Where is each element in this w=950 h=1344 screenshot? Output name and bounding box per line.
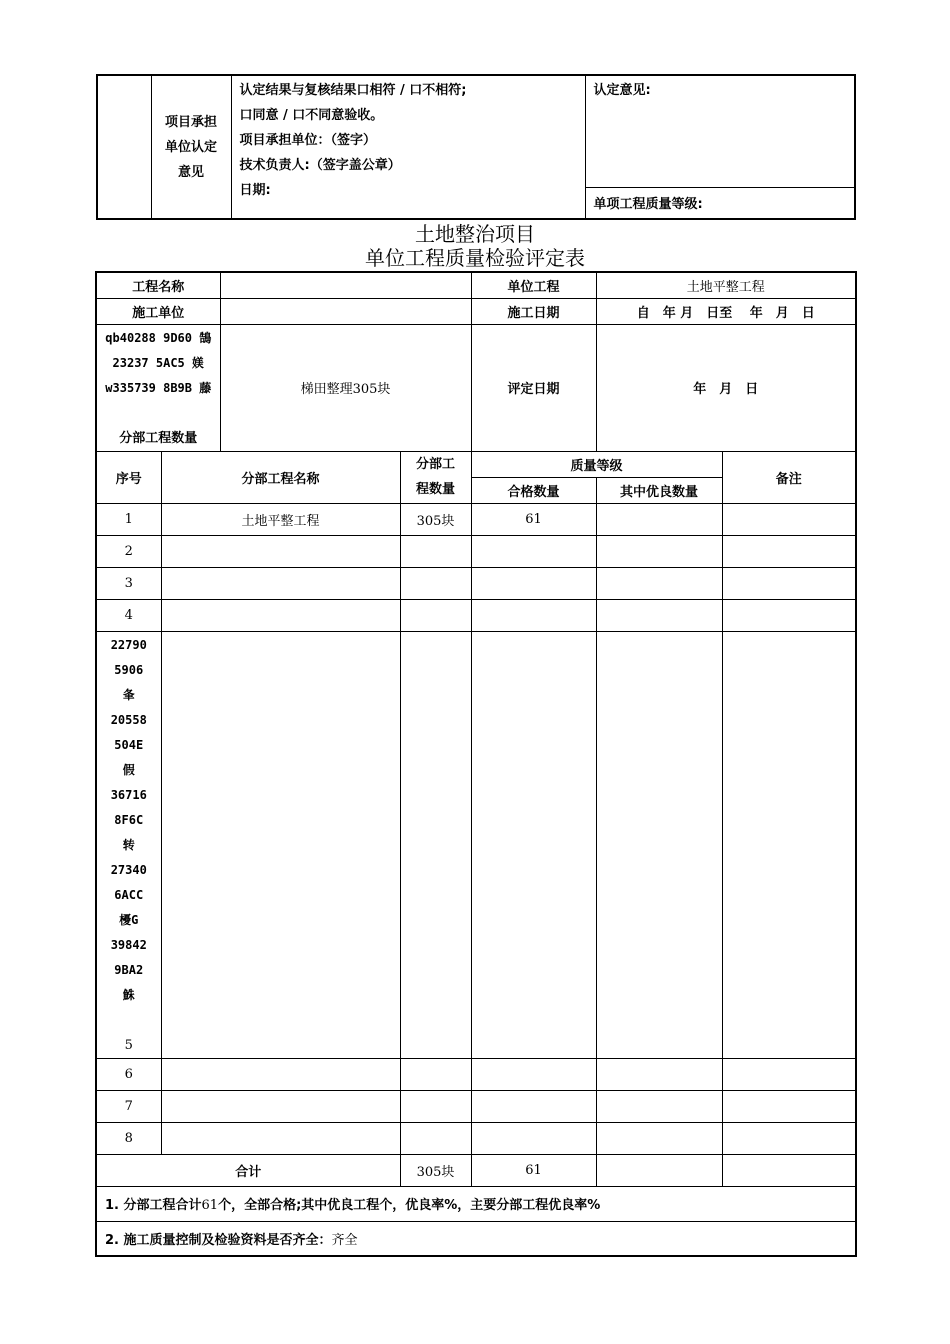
seq-fragment: 6ACC <box>114 887 144 902</box>
col-seq: 序号 <box>96 451 161 503</box>
seq-fragment: 36716 <box>110 787 147 802</box>
title-line-1: 土地整治项目 <box>415 222 535 246</box>
row-excellent <box>596 503 722 535</box>
row-count <box>400 535 471 567</box>
seq-fragment: 鮢 <box>122 987 135 1002</box>
approval-label <box>151 75 231 219</box>
seq-fragment: 5906 <box>114 662 144 677</box>
agree-line: 口同意 / 口不同意验收。 <box>239 108 384 123</box>
seq-fragment: 39842 <box>110 937 147 952</box>
approval-content <box>231 75 585 219</box>
seq-fragment: 9BA2 <box>114 962 144 977</box>
row-seq: 3 <box>96 567 161 599</box>
col-count-line: 分部工 <box>416 457 456 472</box>
row-qualified <box>471 599 596 631</box>
table-row <box>96 1122 856 1154</box>
row-qualified <box>471 631 596 1058</box>
construction-date-label: 施工日期 <box>471 298 596 324</box>
row-excellent <box>596 1090 722 1122</box>
row-excellent <box>596 1058 722 1090</box>
row-name <box>161 1090 400 1122</box>
total-remarks <box>722 1154 856 1186</box>
approval-label-line: 单位认定 <box>164 139 217 155</box>
row-seq-tall <box>96 631 161 1058</box>
row-excellent <box>596 567 722 599</box>
row-qualified <box>471 535 596 567</box>
row-qualified <box>471 1058 596 1090</box>
garbled-line: w335739 8B9B 藤 <box>105 380 212 395</box>
row-excellent <box>596 1122 722 1154</box>
construction-date-value: 自 年 月 日至 年 月 日 <box>596 298 856 324</box>
col-count-line: 程数量 <box>416 482 456 497</box>
seq-fragment: 转 <box>122 837 135 852</box>
summary-note <box>96 1186 856 1221</box>
documents-note <box>96 1221 856 1256</box>
project-name-label: 工程名称 <box>96 272 220 298</box>
table-row <box>96 503 856 535</box>
row-count <box>400 1090 471 1122</box>
row-name <box>161 631 400 1058</box>
row-qualified <box>471 1122 596 1154</box>
seq-fragment: 8F6C <box>114 812 144 827</box>
date-line: 日期: <box>239 183 271 198</box>
seq-fragment: 假 <box>122 762 135 777</box>
table-row <box>96 1090 856 1122</box>
sub-count-value: 梯田整理305块 <box>220 324 471 451</box>
blank-cell <box>97 75 151 219</box>
row-seq: 6 <box>96 1058 161 1090</box>
opinion-label: 认定意见: <box>593 83 651 98</box>
row-seq: 4 <box>96 599 161 631</box>
table-row <box>96 631 856 1058</box>
row-remarks <box>722 599 856 631</box>
row-seq: 8 <box>96 1122 161 1154</box>
garbled-line: 23237 5AC5 媄 <box>112 355 204 370</box>
seq-fragment: 27340 <box>110 862 147 877</box>
col-remarks: 备注 <box>722 451 856 503</box>
total-excellent <box>596 1154 722 1186</box>
seq-fragment: 5 <box>124 1037 133 1053</box>
table-row <box>96 1058 856 1090</box>
row-seq: 2 <box>96 535 161 567</box>
summary-note-prefix: 1. 分部工程合计 <box>105 1198 202 1213</box>
seq-fragment: 504E <box>114 737 144 752</box>
contractor-value <box>220 298 471 324</box>
col-count <box>400 451 471 503</box>
row-count <box>400 1058 471 1090</box>
row-count: 305块 <box>400 503 471 535</box>
eval-date-label: 评定日期 <box>471 324 596 451</box>
unit-project-value: 土地平整工程 <box>596 272 856 298</box>
col-name: 分部工程名称 <box>161 451 400 503</box>
row-remarks <box>722 1090 856 1122</box>
row-count <box>400 567 471 599</box>
project-name-value <box>220 272 471 298</box>
table-row <box>96 567 856 599</box>
unit-project-label: 单位工程 <box>471 272 596 298</box>
sub-count-label-cell <box>96 324 220 451</box>
row-count <box>400 599 471 631</box>
row-count <box>400 1122 471 1154</box>
garbled-line: qb40288 9D60 鵠 <box>105 330 212 345</box>
row-name <box>161 1122 400 1154</box>
col-qualified: 合格数量 <box>471 477 596 503</box>
contractor-label: 施工单位 <box>96 298 220 324</box>
seq-fragment: 櫌G <box>119 912 139 927</box>
row-seq: 1 <box>96 503 161 535</box>
total-count: 305块 <box>400 1154 471 1186</box>
row-remarks <box>722 535 856 567</box>
row-name <box>161 1058 400 1090</box>
row-excellent <box>596 599 722 631</box>
approval-label-line: 意见 <box>177 164 204 180</box>
summary-note-value: 61 <box>201 1198 219 1213</box>
row-remarks <box>722 631 856 1058</box>
unit-sign-line: 项目承担单位：（签字） <box>239 133 377 148</box>
approval-label-line: 项目承担 <box>164 114 217 130</box>
row-name <box>161 567 400 599</box>
row-remarks <box>722 1058 856 1090</box>
row-name: 土地平整工程 <box>161 503 400 535</box>
row-remarks <box>722 1122 856 1154</box>
col-quality-grade: 质量等级 <box>471 451 722 477</box>
quality-grade-label: 单项工程质量等级: <box>585 187 855 219</box>
seq-fragment: 夆 <box>122 687 135 702</box>
row-qualified <box>471 1090 596 1122</box>
result-match-line: 认定结果与复核结果口相符 / 口不相符; <box>239 83 467 98</box>
eval-date-value: 年 月 日 <box>596 324 856 451</box>
approval-table <box>96 74 856 220</box>
evaluation-table <box>95 271 857 1257</box>
sub-count-label: 分部工程数量 <box>119 430 198 446</box>
row-count <box>400 631 471 1058</box>
documents-note-prefix: 2. 施工质量控制及检验资料是否齐全： <box>105 1232 332 1248</box>
row-excellent <box>596 631 722 1058</box>
row-name <box>161 535 400 567</box>
opinion-cell <box>585 75 855 187</box>
title-line-2: 单位工程质量检验评定表 <box>365 246 585 270</box>
total-label: 合计 <box>96 1154 400 1186</box>
summary-note-suffix: 个，全部合格;其中优良工程个，优良率%，主要分部工程优良率% <box>218 1198 601 1213</box>
total-qualified: 61 <box>471 1154 596 1186</box>
documents-note-value: 齐全 <box>331 1232 358 1248</box>
row-seq: 7 <box>96 1090 161 1122</box>
row-excellent <box>596 535 722 567</box>
row-remarks <box>722 567 856 599</box>
col-excellent: 其中优良数量 <box>596 477 722 503</box>
table-row <box>96 535 856 567</box>
table-row <box>96 599 856 631</box>
row-name <box>161 599 400 631</box>
form-title <box>96 222 854 270</box>
total-row <box>96 1154 856 1186</box>
row-remarks <box>722 503 856 535</box>
seq-fragment: 22790 <box>110 637 147 652</box>
row-qualified <box>471 567 596 599</box>
seq-fragment: 20558 <box>110 712 147 727</box>
tech-lead-line: 技术负责人:（签字盖公章） <box>239 158 401 173</box>
row-qualified: 61 <box>471 503 596 535</box>
